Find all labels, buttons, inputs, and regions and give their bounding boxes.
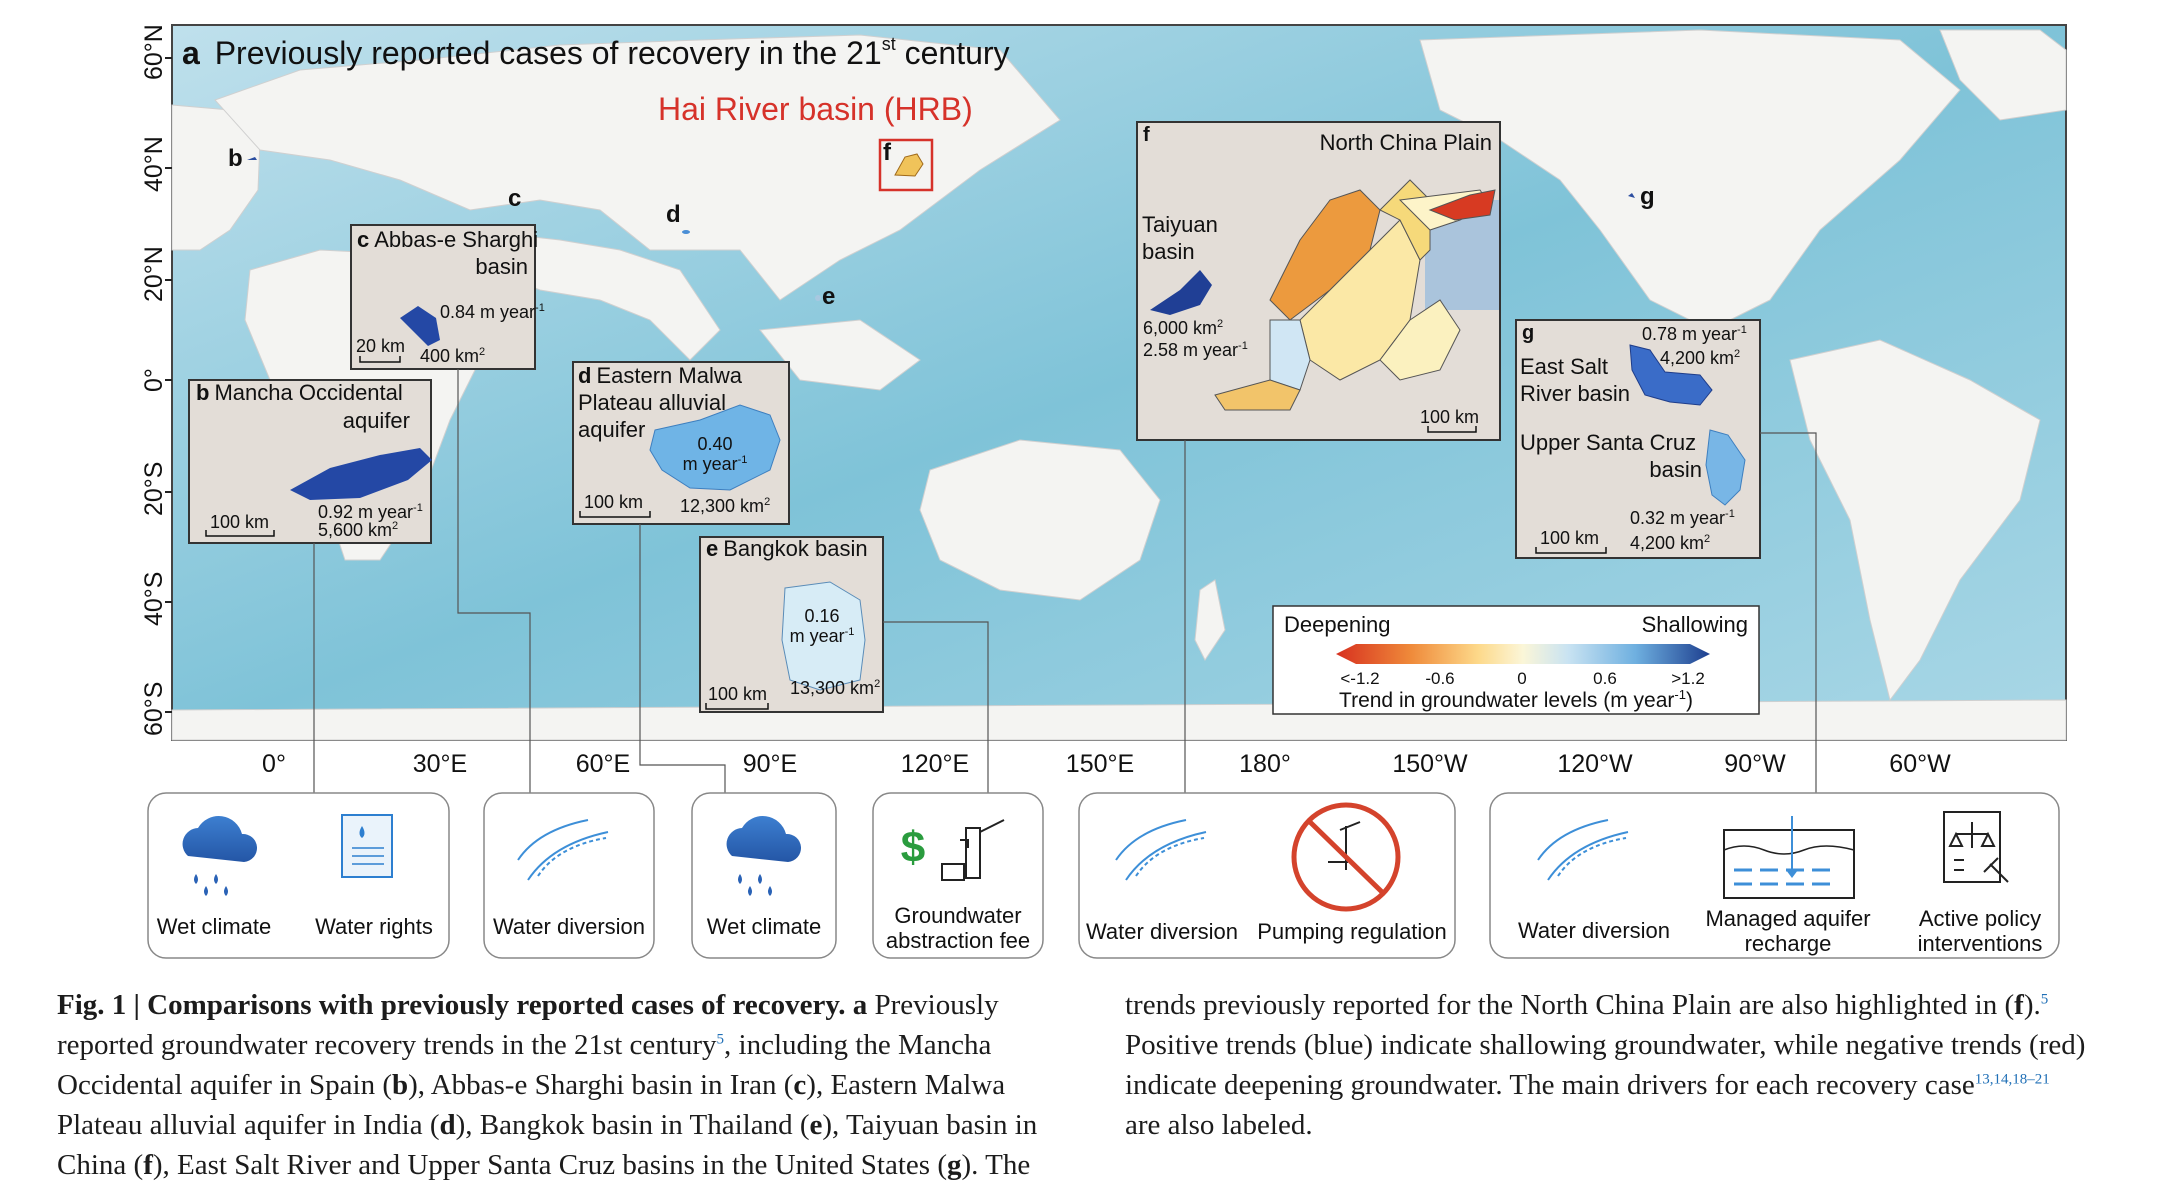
longitude-labels (262, 750, 1951, 778)
svg-text:River basin: River basin (1520, 381, 1631, 406)
svg-text:4,200 km2: 4,200 $km^2$ (1630, 533, 1711, 553)
marker-b: b (228, 145, 243, 172)
svg-text:East Salt: East Salt (1520, 354, 1609, 379)
hrb-label: Hai River basin (HRB) (658, 91, 973, 127)
svg-text:m year-1: m year$^{-1}$ (682, 454, 748, 474)
inset-d (573, 362, 789, 524)
inset-c (351, 225, 545, 369)
lon-label: 120°W (1557, 750, 1633, 778)
svg-text:Plateau alluvial: Plateau alluvial (578, 390, 726, 415)
lon-label: 180° (1239, 750, 1291, 778)
panel-title: a Previously reported cases of recovery in the 21st century (182, 34, 1010, 71)
svg-text:0.78 m year-1: 0.78 m year$^{-1}$ (1642, 324, 1747, 344)
inset-e (700, 536, 883, 712)
svg-text:Managed aquifer: Managed aquifer (1705, 906, 1871, 931)
caption-line: China (f), East Salt River and Upper Santa Cruz basins in the United States (g). The (57, 1149, 1031, 1181)
svg-text:Shallowing: Shallowing (1641, 612, 1748, 637)
caption-line: trends previously reported for the North China Plain are also highlighted in (f).$^5$ (1125, 989, 2049, 1021)
lon-label: 150°W (1392, 750, 1468, 778)
svg-text:5,600 km2: 5,600 $km^2$ (318, 520, 399, 540)
svg-text:Water diversion: Water diversion (1517, 918, 1671, 943)
svg-text:Wet climate: Wet climate (706, 914, 822, 939)
svg-text:4,200 km2: 4,200 $km^2$ (1660, 348, 1741, 368)
svg-text:Wet climate: Wet climate (156, 914, 272, 939)
svg-text:6,000 km2: 6,000 $km^2$ (1143, 318, 1224, 338)
caption-left (57, 985, 1107, 1185)
lat-label: 20°N (140, 246, 168, 302)
lon-label: 150°E (1065, 750, 1135, 778)
svg-text:0.84 m year-1: 0.84 m year$^{-1}$ (440, 302, 545, 322)
marker-d: d (666, 201, 681, 228)
svg-text:0.32 m year-1: 0.32 m year$^{-1}$ (1630, 508, 1735, 528)
svg-text:0.16: 0.16 (804, 606, 840, 626)
svg-text:f: f (1143, 124, 1150, 146)
svg-text:Trend in groundwater levels (m: Trend in groundwater levels (m year$^{-1}$) (1339, 687, 1693, 712)
lat-label: 40°N (140, 136, 168, 192)
lon-label: 90°E (742, 750, 798, 778)
lon-label: 90°W (1724, 750, 1786, 778)
svg-text:Pumping regulation: Pumping regulation (1257, 919, 1447, 944)
svg-text:basin: basin (475, 254, 528, 279)
caption-line: Fig. 1 | Comparisons with previously reported cases of recovery. a Previously (57, 989, 999, 1021)
svg-text:0.92 m year-1: 0.92 m year$^{-1}$ (318, 502, 423, 522)
lat-label: 40°S (140, 571, 168, 626)
svg-text:aquifer: aquifer (342, 408, 410, 433)
svg-text:basin: basin (1649, 457, 1702, 482)
inset-b (189, 380, 432, 543)
caption-right (1125, 985, 2155, 1145)
lon-label: 60°E (575, 750, 631, 778)
svg-text:<-1.2: <-1.2 (1340, 669, 1380, 688)
svg-text:dEastern Malwa: d Eastern Malwa (578, 363, 742, 388)
svg-text:Groundwater: Groundwater (894, 903, 1022, 928)
svg-text:Deepening: Deepening (1284, 612, 1391, 637)
lon-label: 30°E (412, 750, 468, 778)
svg-text:interventions: interventions (1917, 931, 2043, 956)
svg-text:eBangkok basin: e Bangkok basin (706, 536, 868, 561)
caption-line: Plateau alluvial aquifer in India (d), Bangkok basin in Thailand (e), Taiyuan basin in (57, 1109, 1038, 1141)
svg-text:basin: basin (1142, 239, 1195, 264)
svg-text:0.6: 0.6 (1593, 669, 1617, 688)
marker-f: f (883, 139, 891, 166)
svg-text:100 km: 100 km (1540, 528, 1600, 548)
lat-label: 20°S (140, 461, 168, 516)
marker-e: e (822, 283, 836, 310)
marker-c: c (508, 185, 522, 212)
svg-text:Active policy: Active policy (1918, 906, 2042, 931)
svg-text:Upper Santa Cruz: Upper Santa Cruz (1520, 430, 1697, 455)
svg-text:abstraction fee: abstraction fee (885, 928, 1031, 953)
svg-text:aquifer: aquifer (578, 417, 646, 442)
svg-text:0.40: 0.40 (697, 434, 733, 454)
svg-text:12,300 km2: 12,300 $km^2$ (680, 496, 771, 516)
svg-text:North China Plain: North China Plain (1319, 130, 1492, 155)
svg-text:0: 0 (1517, 669, 1527, 688)
caption-line: reported groundwater recovery trends in the 21st century$^5$, including the Mancha (57, 1029, 992, 1061)
svg-text:100 km: 100 km (708, 684, 768, 704)
inset-f (1137, 122, 1500, 440)
svg-text:13,300 km2: 13,300 $km^2$ (790, 678, 881, 698)
svg-text:Water rights: Water rights (315, 914, 433, 939)
latitude-labels (140, 24, 168, 736)
lon-label: 60°W (1889, 750, 1951, 778)
svg-text:100 km: 100 km (210, 512, 270, 532)
caption-line: indicate deepening groundwater. The main drivers for each recovery case$^{13,14,18-21}$ (1125, 1069, 2050, 1101)
caption-line: Positive trends (blue) indicate shallowing groundwater, while negative trends (red) (1125, 1029, 2086, 1061)
color-legend (1273, 606, 1759, 714)
svg-text:cAbbas-e Sharghi: c Abbas-e Sharghi (357, 227, 539, 252)
lat-label: 0° (140, 368, 168, 392)
document-water-icon (342, 815, 392, 877)
svg-text:400 km2: 400 $km^2$ (420, 346, 486, 366)
lat-label: 60°N (140, 24, 168, 80)
lat-label: 60°S (140, 681, 168, 736)
svg-text:20 km: 20 km (356, 336, 406, 356)
svg-text:>1.2: >1.2 (1671, 669, 1705, 688)
svg-text:Taiyuan: Taiyuan (1142, 212, 1218, 237)
driver-boxes (148, 793, 2059, 958)
svg-text:recharge: recharge (1744, 931, 1832, 956)
inset-g (1516, 320, 1760, 558)
lon-label: 120°E (900, 750, 970, 778)
caption-line: are also labeled. (1125, 1109, 1313, 1141)
svg-text:-0.6: -0.6 (1425, 669, 1455, 688)
svg-text:m year-1: m year$^{-1}$ (789, 626, 855, 646)
svg-text:g: g (1522, 322, 1535, 344)
dollar-icon: $ (900, 823, 926, 872)
svg-text:Water diversion: Water diversion (492, 914, 646, 939)
svg-text:100 km: 100 km (1420, 407, 1480, 427)
caption-line: Occidental aquifer in Spain (b), Abbas-e Sharghi basin in Iran (c), Eastern Malwa (57, 1069, 1006, 1101)
svg-text:bMancha Occidental: b Mancha Occidental (196, 380, 403, 405)
svg-text:Water diversion: Water diversion (1085, 919, 1239, 944)
svg-text:2.58 m year-1: 2.58 m year$^{-1}$ (1143, 340, 1248, 360)
lon-label: 0° (262, 750, 286, 778)
marker-g: g (1640, 183, 1655, 210)
svg-text:100 km: 100 km (584, 492, 644, 512)
world-map (172, 25, 2066, 740)
